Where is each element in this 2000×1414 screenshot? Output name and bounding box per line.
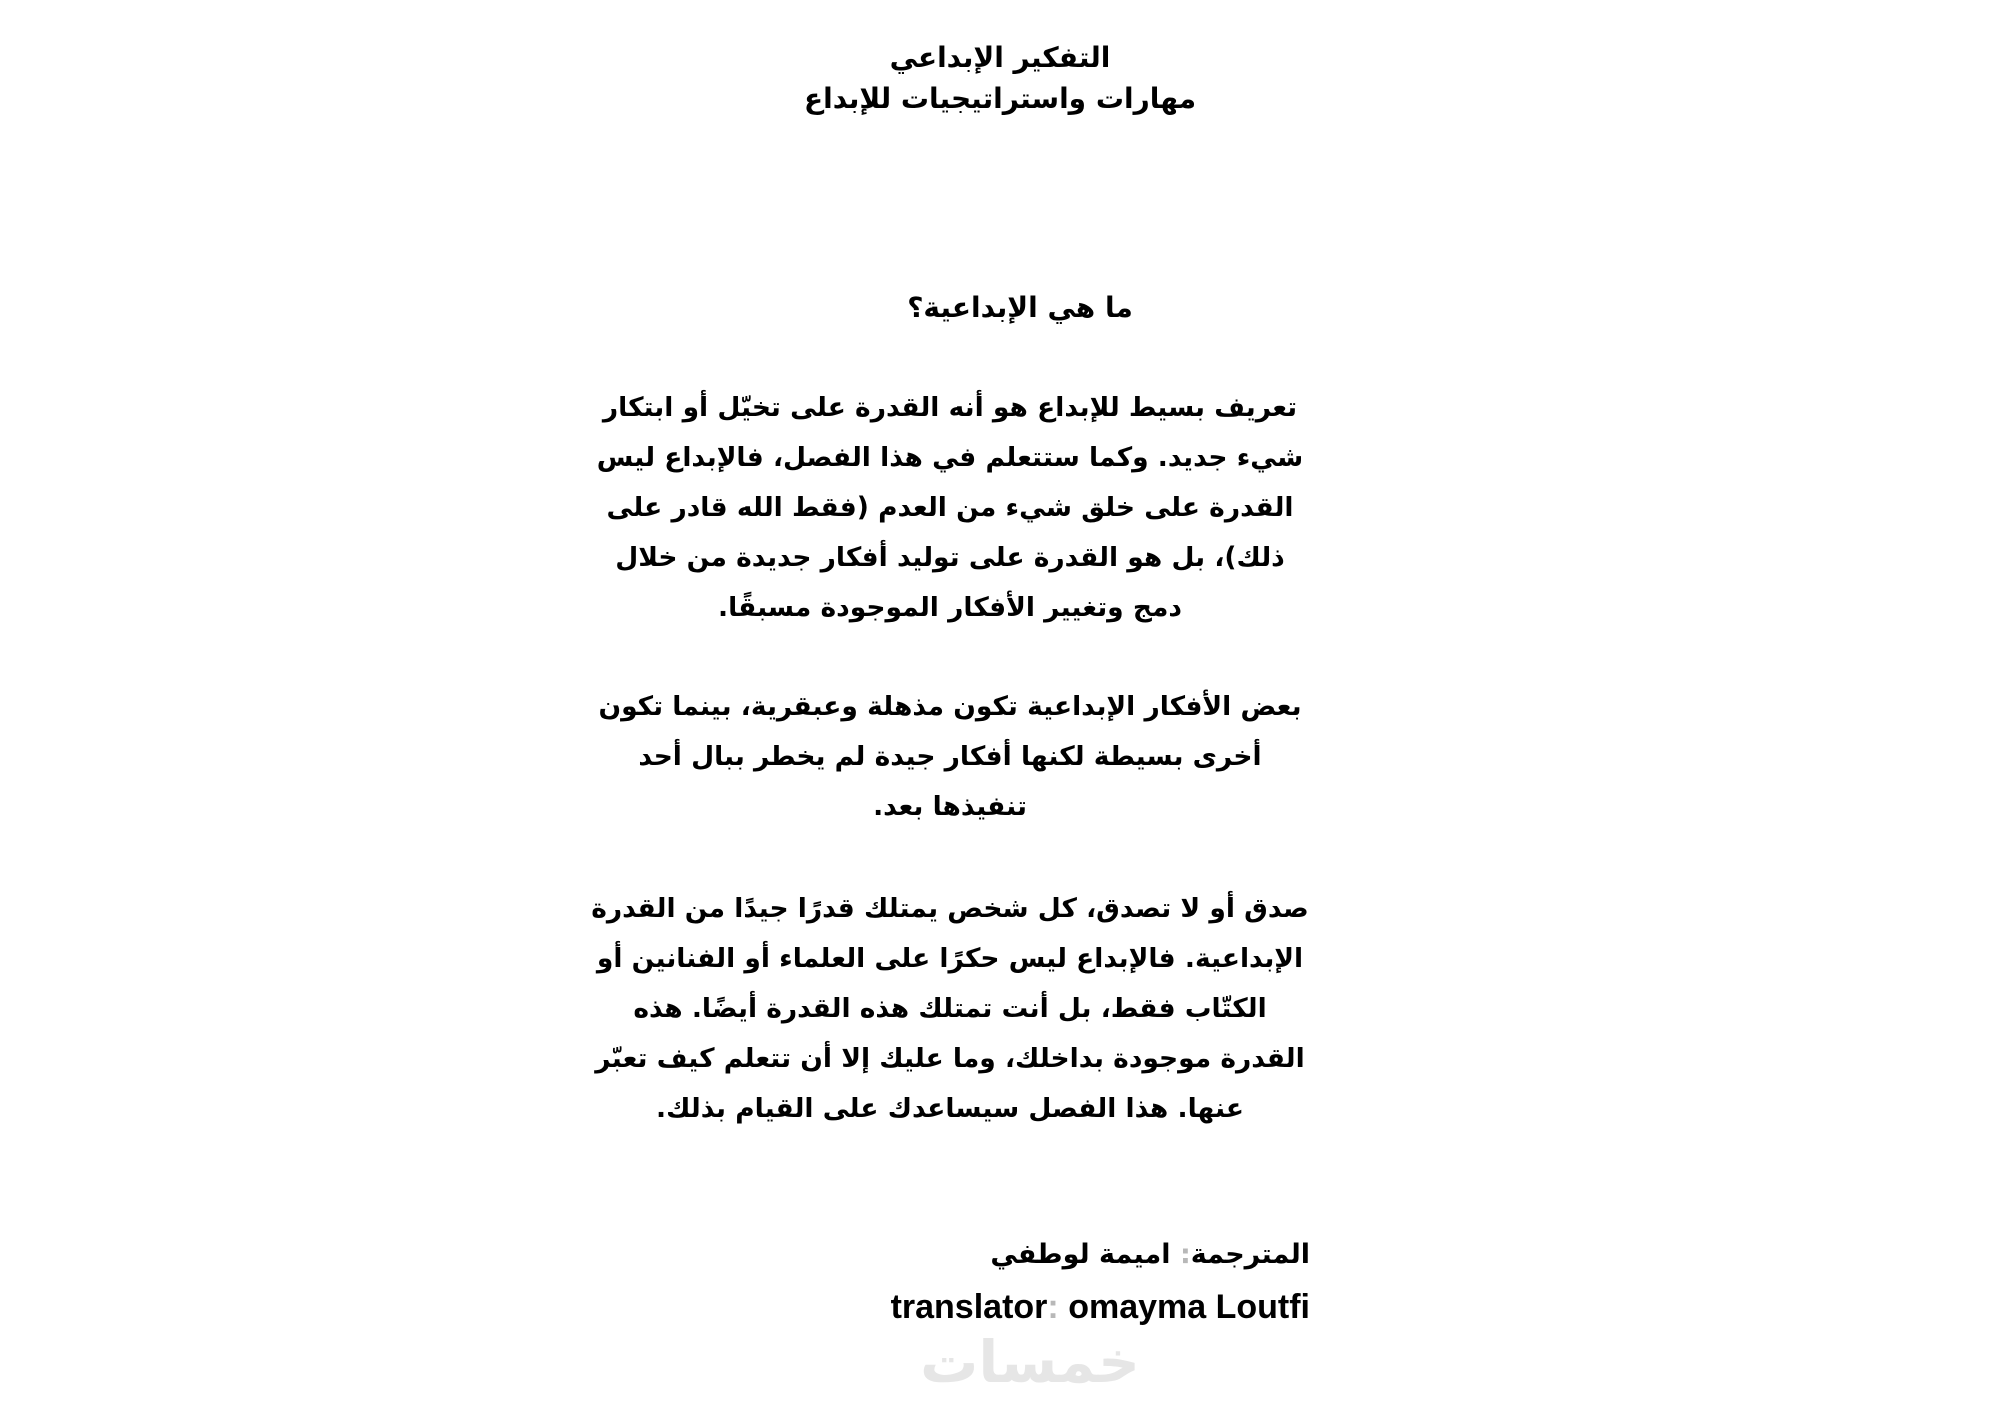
- translator-name-arabic: اميمة لوطفي: [990, 1239, 1171, 1270]
- paragraph-everyone-creative: صدق أو لا تصدق، كل شخص يمتلك قدرًا جيدًا من القدرة الإبداعية. فالإبداع ليس حكرًا على العلماء أو الفنانين أو الكتّاب فقط، بل أنت تمتلك هذه القدرة أيضًا. هذه القدرة موجودة بداخلك، وما عليك إلا أن تتعلم كيف تعبّر عنها. هذا الفصل سيساعدك على القيام بذلك.: [591, 893, 1309, 1124]
- document-subtitle: مهارات واستراتيجيات للإبداع: [803, 82, 1197, 115]
- document-header: [0, 38, 2000, 120]
- translator-credits: [891, 1232, 1310, 1330]
- translator-credit-arabic: [891, 1232, 1310, 1278]
- separator: :: [1047, 1288, 1059, 1326]
- translator-label-arabic: المترجمة: [1190, 1239, 1310, 1270]
- paragraph-creative-ideas: بعض الأفكار الإبداعية تكون مذهلة وعبقرية، بينما تكون أخرى بسيطة لكنها أفكار جيدة لم يخطر ببال أحد تنفيذها بعد.: [598, 691, 1302, 822]
- document-title: التفكير الإبداعي: [889, 41, 1111, 74]
- separator: :: [1179, 1239, 1191, 1270]
- translator-name-english: omayma Loutfi: [1068, 1288, 1310, 1326]
- paragraph-definition: تعريف بسيط للإبداع هو أنه القدرة على تخيّل أو ابتكار شيء جديد. وكما ستتعلم في هذا الفصل، فالإبداع ليس القدرة على خلق شيء من العدم (فقط الله قادر على ذلك)، بل هو القدرة على توليد أفكار جديدة من خلال دمج وتغيير الأفكار الموجودة مسبقًا.: [596, 392, 1304, 623]
- khamsat-watermark: خمسات: [920, 1328, 1140, 1396]
- translator-credit-english: [891, 1284, 1310, 1330]
- section-heading: ما هي الإبداعية؟: [907, 291, 1133, 324]
- translator-label-english: translator: [890, 1288, 1048, 1326]
